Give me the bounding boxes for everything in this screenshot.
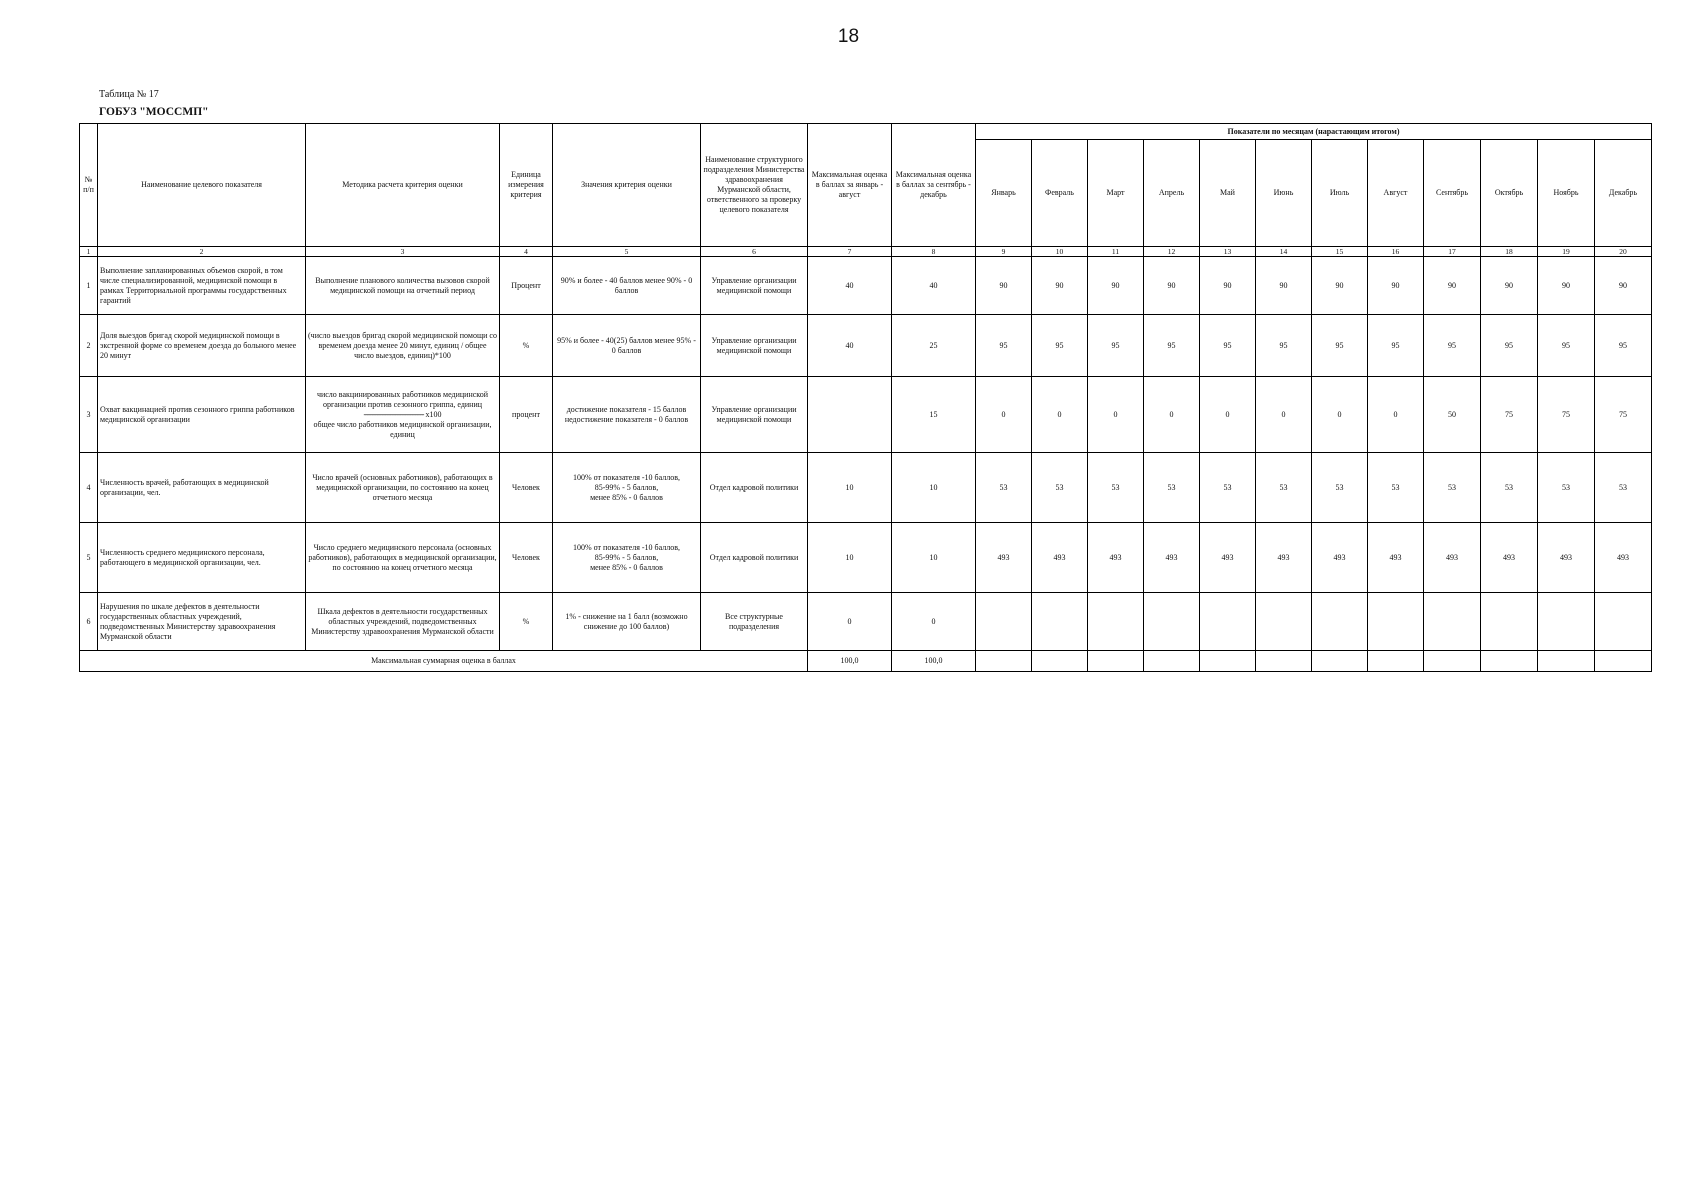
criterion-values: [553, 453, 701, 523]
method-multiplier: x100: [425, 409, 442, 419]
max-score-jan-aug: 10: [808, 523, 892, 593]
table-row: [80, 453, 1652, 523]
month-value: 50: [1424, 377, 1481, 453]
indicator-name: Выполнение запланированных объемов скорой, в том числе специализированной, медицинской помощи в рамках Территориальной программы государственных гарантий: [98, 257, 306, 315]
month-value: [1032, 593, 1088, 651]
column-number: 13: [1200, 247, 1256, 257]
month-value: 493: [1424, 523, 1481, 593]
measure-unit: Процент: [500, 257, 553, 315]
column-number: 9: [976, 247, 1032, 257]
criterion-value-line: менее 85% - 0 баллов: [590, 562, 663, 572]
month-value: 493: [976, 523, 1032, 593]
month-value: 75: [1481, 377, 1538, 453]
month-value: [1595, 593, 1652, 651]
total-month-cell: [976, 651, 1032, 672]
max-score-jan-aug: 40: [808, 257, 892, 315]
month-value: 90: [1368, 257, 1424, 315]
table-row: [80, 257, 1652, 315]
month-value: 53: [1144, 453, 1200, 523]
month-value: 90: [976, 257, 1032, 315]
max-score-sep-dec: 25: [892, 315, 976, 377]
month-value: [976, 593, 1032, 651]
month-value: 95: [1032, 315, 1088, 377]
responsible-department: Управление организации медицинской помощи: [701, 257, 808, 315]
total-month-cell: [1088, 651, 1144, 672]
table-caption: Таблица № 17: [99, 89, 159, 100]
column-number: 10: [1032, 247, 1088, 257]
column-number: 18: [1481, 247, 1538, 257]
row-number: 5: [80, 523, 98, 593]
header-month: Октябрь: [1481, 140, 1538, 247]
month-value: 90: [1481, 257, 1538, 315]
month-value: 493: [1032, 523, 1088, 593]
measure-unit: Человек: [500, 453, 553, 523]
column-number: 4: [500, 247, 553, 257]
criterion-values: 90% и более - 40 баллов менее 90% - 0 баллов: [553, 257, 701, 315]
table-row: [80, 593, 1652, 651]
measure-unit: Человек: [500, 523, 553, 593]
total-month-cell: [1256, 651, 1312, 672]
month-value: 95: [1424, 315, 1481, 377]
header-row: [80, 124, 1652, 140]
month-value: 493: [1088, 523, 1144, 593]
month-value: 95: [1481, 315, 1538, 377]
table-row: [80, 315, 1652, 377]
month-value: 90: [1200, 257, 1256, 315]
calculation-method: [306, 377, 500, 453]
month-value: 53: [1088, 453, 1144, 523]
month-value: 95: [1200, 315, 1256, 377]
max-score-jan-aug: 10: [808, 453, 892, 523]
column-number: 5: [553, 247, 701, 257]
criterion-value-line: менее 85% - 0 баллов: [590, 492, 663, 502]
month-value: 95: [1144, 315, 1200, 377]
criterion-values: [553, 523, 701, 593]
month-value: 0: [1256, 377, 1312, 453]
calculation-method: (число выездов бригад скорой медицинской помощи со временем доезда менее 20 минут, единиц / общее число выездов, единиц)*100: [306, 315, 500, 377]
total-month-cell: [1481, 651, 1538, 672]
header-num: № п/п: [80, 124, 98, 247]
month-value: 95: [1368, 315, 1424, 377]
column-number: 15: [1312, 247, 1368, 257]
method-denominator: общее число работников медицинской организации, единиц: [313, 419, 492, 439]
method-dashes: ------------------------------------: [363, 409, 424, 419]
header-month: Март: [1088, 140, 1144, 247]
responsible-department: Отдел кадровой политики: [701, 453, 808, 523]
header-unit: Единица измерения критерия: [500, 124, 553, 247]
measure-unit: процент: [500, 377, 553, 453]
responsible-department: Управление организации медицинской помощи: [701, 377, 808, 453]
column-number: 8: [892, 247, 976, 257]
header-month: Август: [1368, 140, 1424, 247]
criterion-values: 95% и более - 40(25) баллов менее 95% - 0 баллов: [553, 315, 701, 377]
month-value: [1368, 593, 1424, 651]
header-max-jan-aug: Максимальная оценка в баллах за январь - август: [808, 124, 892, 247]
month-value: [1481, 593, 1538, 651]
month-value: [1312, 593, 1368, 651]
header-month: Май: [1200, 140, 1256, 247]
month-value: 90: [1032, 257, 1088, 315]
table-row: [80, 377, 1652, 453]
month-value: 53: [1424, 453, 1481, 523]
column-number: 16: [1368, 247, 1424, 257]
month-value: 0: [1088, 377, 1144, 453]
header-month: Февраль: [1032, 140, 1088, 247]
method-numerator: число вакцинированных работников медицинской организации против сезонного гриппа, единиц: [316, 389, 489, 409]
calculation-method: Число врачей (основных работников), работающих в медицинской организации, по состоянию на конец отчетного месяца: [306, 453, 500, 523]
header-values: Значения критерия оценки: [553, 124, 701, 247]
month-value: 493: [1312, 523, 1368, 593]
indicator-name: Нарушения по шкале дефектов в деятельности государственных областных учреждений, подведомственных Министерству здравоохранения Мурманской области: [98, 593, 306, 651]
month-value: 90: [1312, 257, 1368, 315]
total-month-cell: [1595, 651, 1652, 672]
criterion-values: 1% - снижение на 1 балл (возможно снижение до 100 баллов): [553, 593, 701, 651]
month-value: 0: [1032, 377, 1088, 453]
total-max-jan-aug: 100,0: [808, 651, 892, 672]
total-row: [80, 651, 1652, 672]
calculation-method: Число среднего медицинского персонала (основных работников), работающих в медицинской организации, по состоянию на конец отчетного месяца: [306, 523, 500, 593]
month-value: [1200, 593, 1256, 651]
total-label: Максимальная суммарная оценка в баллах: [80, 651, 808, 672]
row-number: 6: [80, 593, 98, 651]
month-value: 75: [1595, 377, 1652, 453]
total-max-sep-dec: 100,0: [892, 651, 976, 672]
month-value: 0: [976, 377, 1032, 453]
calculation-method: Выполнение планового количества вызовов скорой медицинской помощи на отчетный период: [306, 257, 500, 315]
month-value: 0: [1312, 377, 1368, 453]
total-month-cell: [1312, 651, 1368, 672]
table-body: [80, 124, 1652, 672]
total-month-cell: [1144, 651, 1200, 672]
indicator-name: Численность врачей, работающих в медицинской организации, чел.: [98, 453, 306, 523]
criterion-value-line: 100% от показателя -10 баллов,: [573, 472, 680, 482]
max-score-jan-aug: 0: [808, 593, 892, 651]
month-value: [1088, 593, 1144, 651]
criterion-value-line: 100% от показателя -10 баллов,: [573, 542, 680, 552]
row-number: 3: [80, 377, 98, 453]
column-number-row: [80, 247, 1652, 257]
max-score-sep-dec: 0: [892, 593, 976, 651]
month-value: 90: [1144, 257, 1200, 315]
max-score-jan-aug: 40: [808, 315, 892, 377]
max-score-sep-dec: 10: [892, 523, 976, 593]
column-number: 12: [1144, 247, 1200, 257]
month-value: 493: [1368, 523, 1424, 593]
column-number: 1: [80, 247, 98, 257]
responsible-department: Отдел кадровой политики: [701, 523, 808, 593]
month-value: 95: [1595, 315, 1652, 377]
column-number: 3: [306, 247, 500, 257]
column-number: 6: [701, 247, 808, 257]
indicator-name: Охват вакцинацией против сезонного гриппа работников медицинской организации: [98, 377, 306, 453]
month-value: 95: [976, 315, 1032, 377]
header-month: Июль: [1312, 140, 1368, 247]
month-value: 0: [1368, 377, 1424, 453]
column-number: 2: [98, 247, 306, 257]
column-number: 11: [1088, 247, 1144, 257]
month-value: 53: [1481, 453, 1538, 523]
total-month-cell: [1032, 651, 1088, 672]
month-value: 493: [1144, 523, 1200, 593]
month-value: 0: [1200, 377, 1256, 453]
header-department: Наименование структурного подразделения Министерства здравоохранения Мурманской области, ответственного за проверку целевого показателя: [701, 124, 808, 247]
month-value: 53: [1595, 453, 1652, 523]
month-value: [1538, 593, 1595, 651]
row-number: 2: [80, 315, 98, 377]
header-name: Наименование целевого показателя: [98, 124, 306, 247]
month-value: 90: [1538, 257, 1595, 315]
row-number: 4: [80, 453, 98, 523]
month-value: 0: [1144, 377, 1200, 453]
criterion-value-line: 85-99% - 5 баллов,: [594, 482, 659, 492]
month-value: 95: [1088, 315, 1144, 377]
month-value: 75: [1538, 377, 1595, 453]
month-value: 90: [1088, 257, 1144, 315]
header-month: Июнь: [1256, 140, 1312, 247]
column-number: 20: [1595, 247, 1652, 257]
total-month-cell: [1368, 651, 1424, 672]
month-value: 90: [1595, 257, 1652, 315]
indicator-name: Доля выездов бригад скорой медицинской помощи в экстренной форме со временем доезда до больного менее 20 минут: [98, 315, 306, 377]
max-score-sep-dec: 40: [892, 257, 976, 315]
header-month: Сентябрь: [1424, 140, 1481, 247]
header-months-group: Показатели по месяцам (нарастающим итогом): [976, 124, 1652, 140]
header-month: Декабрь: [1595, 140, 1652, 247]
header-month: Апрель: [1144, 140, 1200, 247]
column-number: 19: [1538, 247, 1595, 257]
month-value: 53: [1032, 453, 1088, 523]
month-value: 53: [1312, 453, 1368, 523]
month-value: 53: [1256, 453, 1312, 523]
measure-unit: %: [500, 593, 553, 651]
max-score-jan-aug: [808, 377, 892, 453]
total-month-cell: [1424, 651, 1481, 672]
indicator-name: Численность среднего медицинского персонала, работающего в медицинской организации, чел.: [98, 523, 306, 593]
responsible-department: Все структурные подразделения: [701, 593, 808, 651]
organization-title: ГОБУЗ "МОССМП": [99, 106, 209, 118]
month-value: 53: [1200, 453, 1256, 523]
month-value: [1424, 593, 1481, 651]
method-fraction-line: [308, 410, 497, 420]
month-value: 95: [1538, 315, 1595, 377]
page-number: 18: [837, 26, 860, 47]
row-number: 1: [80, 257, 98, 315]
month-value: 493: [1256, 523, 1312, 593]
month-value: 53: [976, 453, 1032, 523]
month-value: 95: [1312, 315, 1368, 377]
month-value: 493: [1538, 523, 1595, 593]
header-method: Методика расчета критерия оценки: [306, 124, 500, 247]
column-number: 17: [1424, 247, 1481, 257]
table-row: [80, 523, 1652, 593]
indicators-table: [79, 123, 1652, 672]
max-score-sep-dec: 10: [892, 453, 976, 523]
total-month-cell: [1200, 651, 1256, 672]
month-value: 53: [1368, 453, 1424, 523]
header-max-sep-dec: Максимальная оценка в баллах за сентябрь - декабрь: [892, 124, 976, 247]
month-value: [1256, 593, 1312, 651]
measure-unit: %: [500, 315, 553, 377]
column-number: 14: [1256, 247, 1312, 257]
month-value: 95: [1256, 315, 1312, 377]
header-month: Ноябрь: [1538, 140, 1595, 247]
month-value: [1144, 593, 1200, 651]
month-value: 493: [1481, 523, 1538, 593]
criterion-values: достижение показателя - 15 баллов недостижение показателя - 0 баллов: [553, 377, 701, 453]
responsible-department: Управление организации медицинской помощи: [701, 315, 808, 377]
month-value: 90: [1256, 257, 1312, 315]
month-value: 53: [1538, 453, 1595, 523]
month-value: 493: [1200, 523, 1256, 593]
month-value: 493: [1595, 523, 1652, 593]
max-score-sep-dec: 15: [892, 377, 976, 453]
criterion-value-line: 85-99% - 5 баллов,: [594, 552, 659, 562]
header-month: Январь: [976, 140, 1032, 247]
column-number: 7: [808, 247, 892, 257]
month-value: 90: [1424, 257, 1481, 315]
calculation-method: Шкала дефектов в деятельности государственных областных учреждений, подведомственных Министерству здравоохранения Мурманской области: [306, 593, 500, 651]
total-month-cell: [1538, 651, 1595, 672]
